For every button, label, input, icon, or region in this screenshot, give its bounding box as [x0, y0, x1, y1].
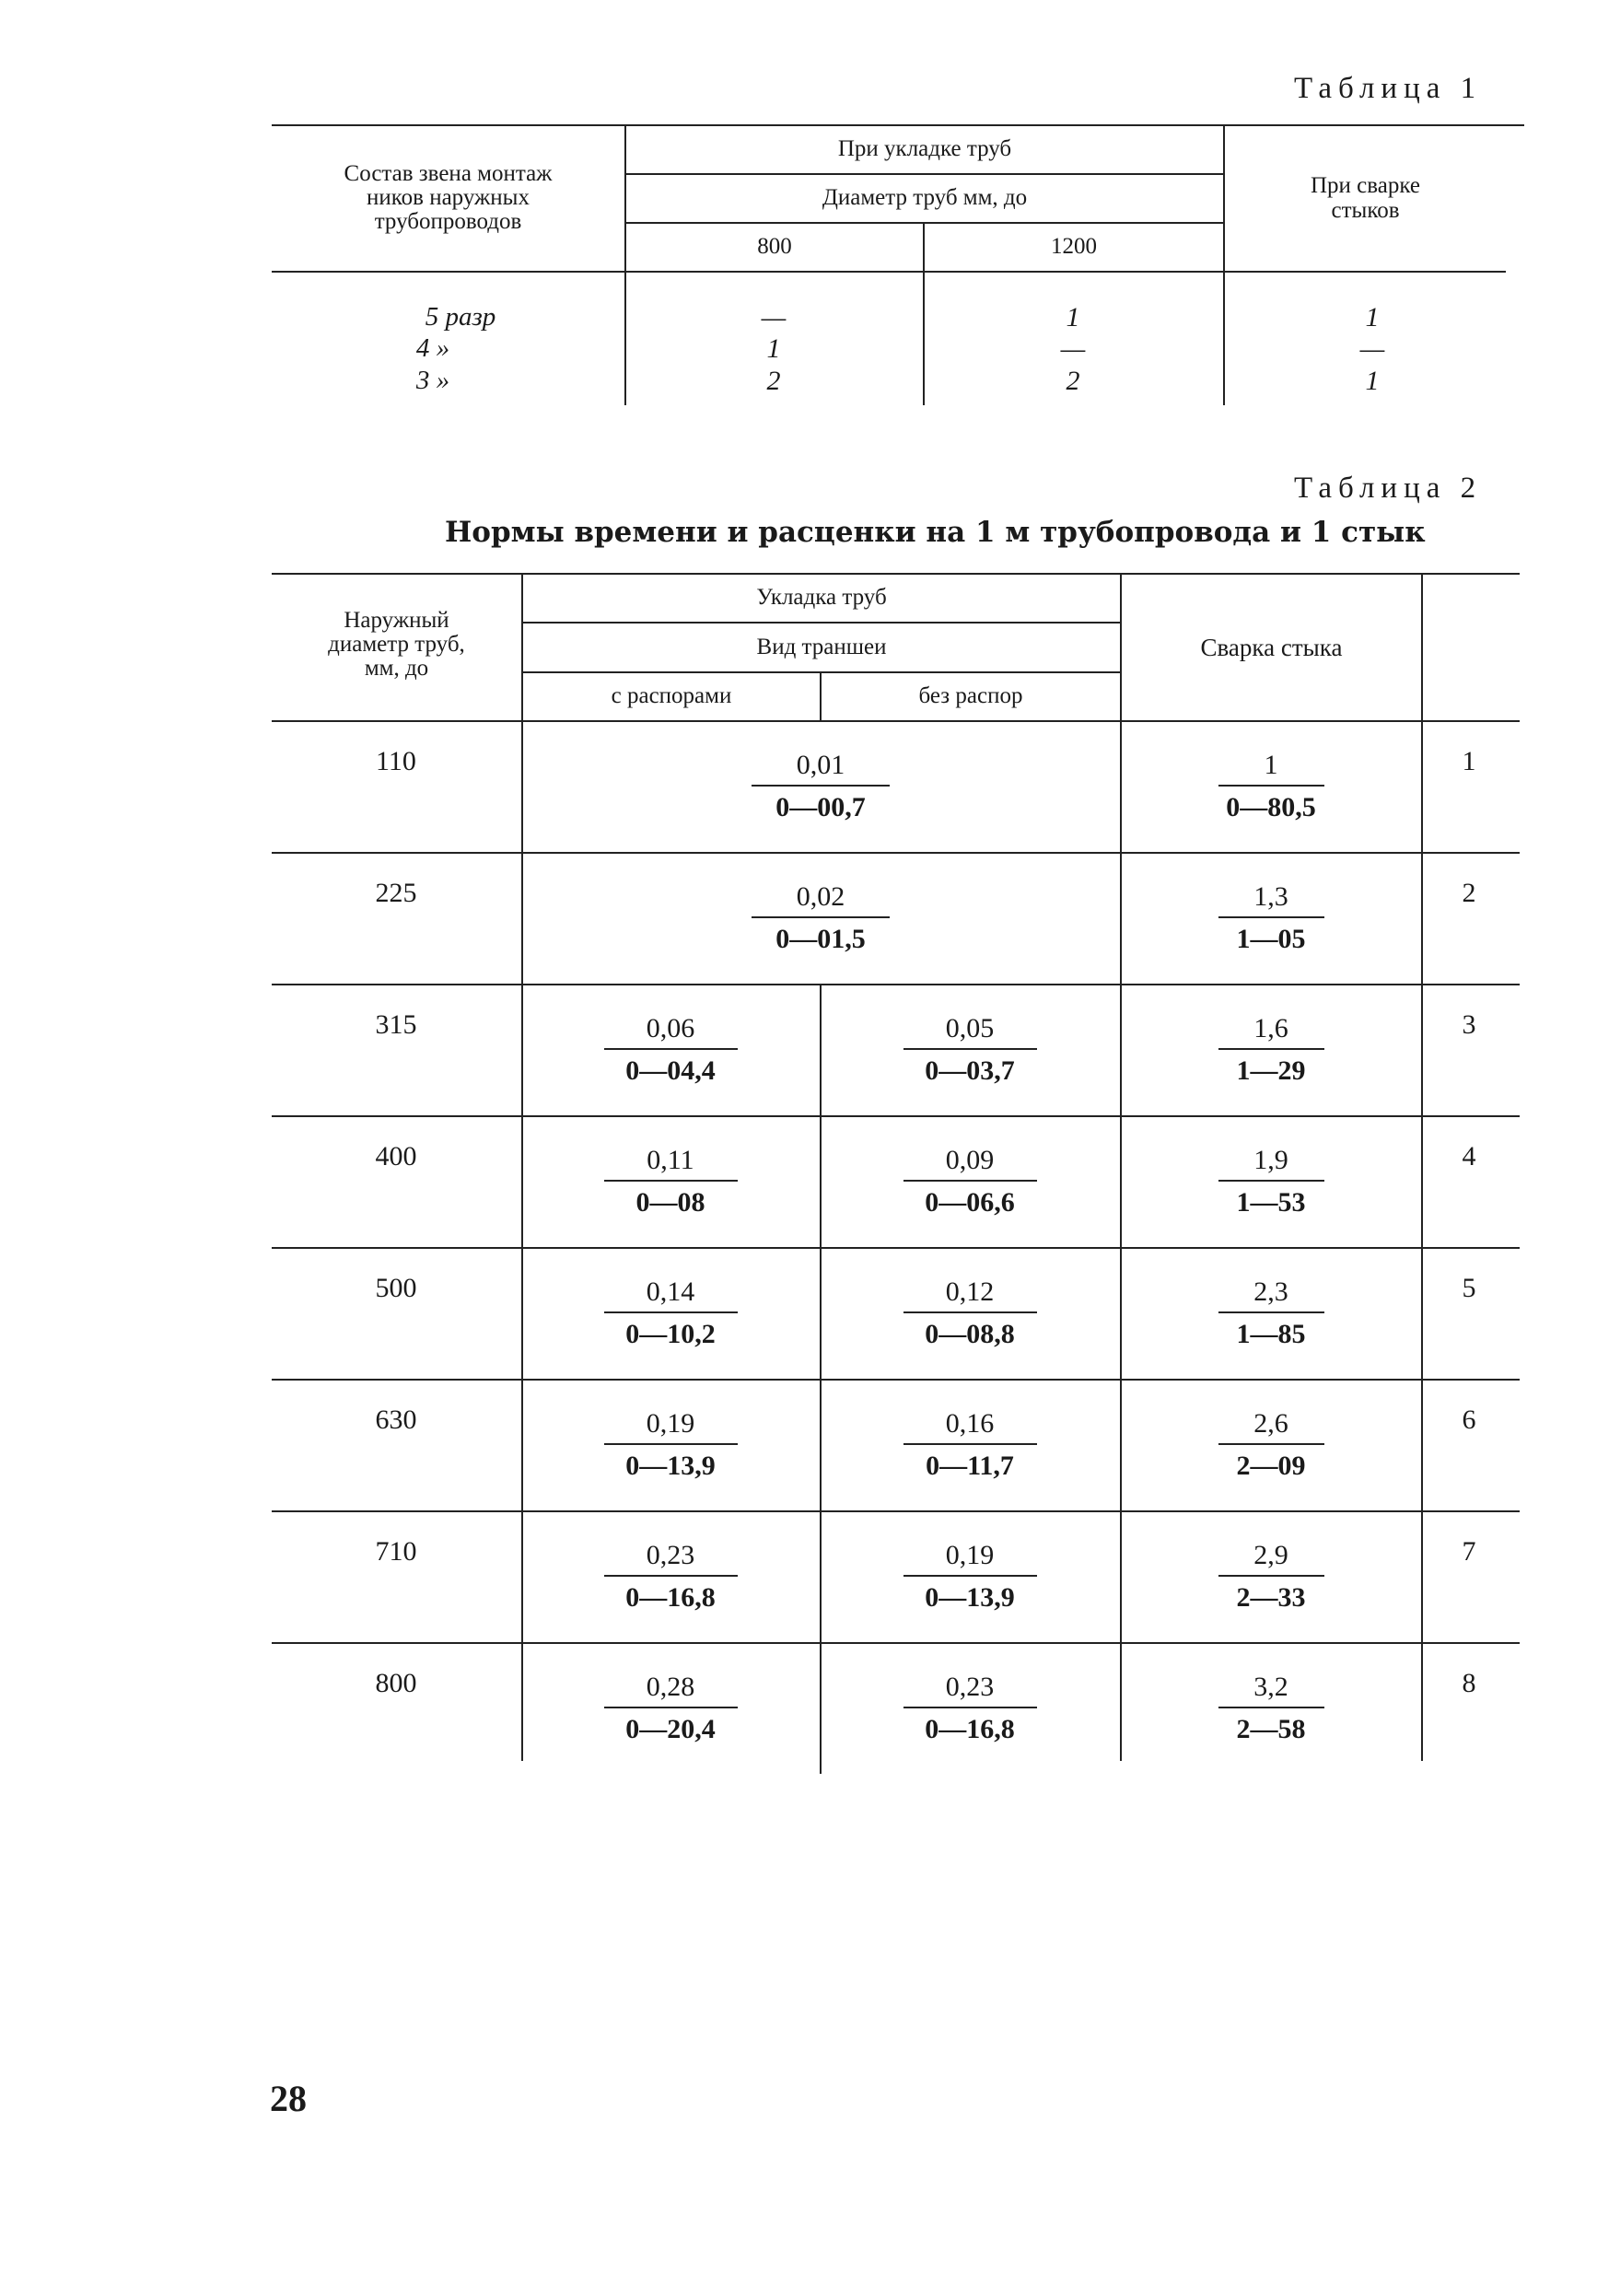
table2-row-with-struts	[578, 1143, 763, 1220]
table2-row-laying-time: 0,01	[796, 750, 845, 780]
table2-row-diameter: 800	[375, 1668, 417, 1698]
table2-row-with-struts-fraction-bar	[604, 1575, 738, 1577]
table2-row-without-struts-price: 0—11,7	[926, 1451, 1014, 1481]
table2-row-with-struts-time: 0,06	[646, 1013, 695, 1043]
table2-row-without-struts	[878, 1143, 1062, 1220]
table2-row-index: 3	[1462, 1009, 1476, 1040]
table2-row-without-struts-time: 0,05	[945, 1013, 995, 1043]
table2-row-welding-time: 2,6	[1253, 1408, 1288, 1439]
table2-caption: Таблица 2	[1294, 472, 1483, 505]
table2-row-welding	[1179, 1406, 1363, 1484]
table2-row-with-struts	[578, 1670, 763, 1747]
table2-row-welding-price: 1—85	[1236, 1319, 1306, 1349]
table2-row-with-struts-price: 0—08	[635, 1187, 705, 1218]
table2-row-diameter: 400	[375, 1141, 417, 1171]
table1-head-welding-line1: При сварке	[1311, 173, 1420, 199]
table2-row-welding	[1179, 1143, 1363, 1220]
table1-head-crew-line3: трубопроводов	[374, 209, 522, 235]
table2-row-without-struts-fraction-bar	[903, 1575, 1037, 1577]
table2-row-with-struts-fraction-bar	[604, 1048, 738, 1050]
table2-row-welding-time: 1,6	[1253, 1013, 1288, 1043]
table2-row-without-struts-price: 0—06,6	[925, 1187, 1015, 1218]
table1-caption: Таблица 1	[1294, 72, 1483, 105]
table1-head-crew	[272, 138, 624, 258]
table2-row-welding-price: 2—33	[1236, 1582, 1306, 1613]
table2-row-welding-fraction-bar	[1218, 785, 1324, 787]
table2-row-welding-time: 2,3	[1253, 1276, 1288, 1307]
table1-head-1200: 1200	[1051, 234, 1097, 260]
table2-row-welding-fraction-bar	[1218, 1443, 1324, 1445]
table2-row-index: 6	[1462, 1404, 1476, 1435]
table2-row-diameter: 710	[375, 1536, 417, 1567]
table2-row-with-struts-price: 0—10,2	[625, 1319, 716, 1349]
table2-row-with-struts	[578, 1538, 763, 1615]
table2-row-with-struts-time: 0,23	[646, 1540, 695, 1570]
table1-row3-d800: 2	[766, 366, 781, 396]
table1-head-welding	[1225, 126, 1506, 271]
table2-row-laying-fraction-bar	[752, 916, 890, 918]
table2-row-index: 5	[1462, 1273, 1476, 1303]
table2-head-with-struts: с распорами	[611, 683, 732, 709]
table2-head-diameter	[272, 589, 521, 700]
table2-row-index: 2	[1462, 878, 1476, 908]
table2-row-welding-time: 3,2	[1253, 1672, 1288, 1702]
table2-row-without-struts-price: 0—13,9	[925, 1582, 1015, 1613]
table2-row-index: 1	[1462, 746, 1476, 776]
table2-column-divider	[820, 1379, 822, 1510]
table2-row-with-struts-time: 0,11	[647, 1145, 694, 1175]
table1-head-diameter: Диаметр труб мм, до	[822, 185, 1028, 211]
table2-row-laying-price: 0—01,5	[775, 924, 866, 954]
table2-row-with-struts-time: 0,28	[646, 1672, 695, 1702]
table2-row-welding-fraction-bar	[1218, 1575, 1324, 1577]
table2-row-without-struts-time: 0,23	[945, 1672, 995, 1702]
table2-row-laying-fraction-bar	[752, 785, 890, 787]
table1-row2-crew: 4 »	[415, 333, 450, 363]
table2-row-welding-price: 1—05	[1236, 924, 1306, 954]
table2-row-laying-price: 0—00,7	[775, 792, 866, 822]
table2-column-divider	[820, 1642, 822, 1774]
table2-row-without-struts-fraction-bar	[903, 1443, 1037, 1445]
table2-row-welding-fraction-bar	[1218, 1048, 1324, 1050]
table1-head-crew-line1: Состав звена монтаж	[344, 160, 553, 186]
table2-column-divider	[820, 984, 822, 1115]
table2-row-without-struts	[878, 1406, 1062, 1484]
table2-row-laying	[729, 880, 913, 957]
table1-row3-weld: 1	[1365, 366, 1380, 396]
table2-row-with-struts-fraction-bar	[604, 1707, 738, 1708]
table2-head-welding: Сварка стыка	[1200, 633, 1343, 661]
page-number: 28	[270, 2078, 307, 2119]
table2-row-index: 8	[1462, 1668, 1476, 1698]
table2-row-with-struts	[578, 1275, 763, 1352]
table2-row-with-struts-price: 0—13,9	[625, 1451, 716, 1481]
table2-row-divider	[272, 1642, 1520, 1644]
table2-row-with-struts-price: 0—20,4	[625, 1714, 716, 1744]
table2-row-welding-time: 1,9	[1253, 1145, 1288, 1175]
table1-row1-weld: 1	[1365, 302, 1380, 332]
table2-row-with-struts-fraction-bar	[604, 1443, 738, 1445]
table2-row-welding-time: 1	[1264, 750, 1278, 780]
table2-row-welding-price: 0—80,5	[1226, 792, 1316, 822]
table1-row3-d1200: 2	[1066, 366, 1080, 396]
table2-row-divider	[272, 1115, 1520, 1117]
table2-head-trench: Вид траншеи	[756, 634, 887, 659]
table2-row-welding	[1179, 748, 1363, 825]
table2-row-divider	[272, 1379, 1520, 1381]
table2-title: Нормы времени и расценки на 1 м трубопровода и 1 стык	[445, 516, 1426, 549]
table2-row-welding-price: 2—58	[1236, 1714, 1306, 1744]
table2-row-without-struts-price: 0—16,8	[925, 1714, 1015, 1744]
table2-column-divider	[820, 1115, 822, 1247]
table1-row2-d1200: —	[1060, 333, 1086, 364]
table2-head-diameter-line2: диаметр труб,	[328, 631, 465, 657]
table2-row-welding-time: 2,9	[1253, 1540, 1288, 1570]
table2-row-welding-fraction-bar	[1218, 1707, 1324, 1708]
table2-row-without-struts-price: 0—03,7	[925, 1055, 1015, 1086]
table2-row-without-struts-fraction-bar	[903, 1707, 1037, 1708]
table1-row1-d800: —	[761, 302, 787, 332]
table2-head-diameter-line3: мм, до	[364, 656, 429, 682]
table1-row2-weld: —	[1359, 333, 1385, 364]
table2-row-laying-time: 0,02	[796, 881, 845, 912]
table2-row-welding	[1179, 1670, 1363, 1747]
table2-row-without-struts-fraction-bar	[903, 1311, 1037, 1313]
table1-head-800: 800	[757, 234, 792, 260]
table2-row-welding	[1179, 1011, 1363, 1089]
table2-row-welding-fraction-bar	[1218, 1180, 1324, 1182]
table2-row-divider	[272, 852, 1520, 854]
table2-row-welding-fraction-bar	[1218, 916, 1324, 918]
table2-head-without-struts: без распор	[918, 683, 1023, 709]
table2-column-divider	[820, 1510, 822, 1642]
table2-row-index: 7	[1462, 1536, 1476, 1567]
table1-row1-d1200: 1	[1066, 302, 1080, 332]
table1-row1-crew: 5 разр	[425, 302, 496, 332]
table2-row-with-struts-fraction-bar	[604, 1180, 738, 1182]
table2-row-diameter: 225	[375, 878, 417, 908]
table2-row-without-struts-fraction-bar	[903, 1180, 1037, 1182]
table1-row3-crew: 3 »	[415, 366, 450, 395]
table2-row-welding-price: 1—29	[1236, 1055, 1306, 1086]
table2-row-welding	[1179, 1538, 1363, 1615]
table2-row-with-struts-price: 0—04,4	[625, 1055, 716, 1086]
table2-row-without-struts-price: 0—08,8	[925, 1319, 1015, 1349]
table2-column-divider	[820, 1247, 822, 1379]
table2-row-without-struts	[878, 1670, 1062, 1747]
table2-row-without-struts	[878, 1275, 1062, 1352]
table2-row-without-struts	[878, 1538, 1062, 1615]
table2-row-without-struts-fraction-bar	[903, 1048, 1037, 1050]
table2-row-without-struts-time: 0,09	[945, 1145, 995, 1175]
table1-head-welding-line2: стыков	[1331, 197, 1400, 223]
table1-head-crew-line2: ников наружных	[367, 184, 530, 210]
table2-row-welding-price: 2—09	[1236, 1451, 1306, 1481]
table1-head-laying: При укладке труб	[837, 136, 1012, 162]
table2-row-diameter: 500	[375, 1273, 417, 1303]
table2-row-with-struts-fraction-bar	[604, 1311, 738, 1313]
table2-row-welding	[1179, 1275, 1363, 1352]
table2-row-welding-time: 1,3	[1253, 881, 1288, 912]
table2-row-index: 4	[1462, 1141, 1476, 1171]
table2-row-without-struts-time: 0,12	[945, 1276, 995, 1307]
table2-row-welding-price: 1—53	[1236, 1187, 1306, 1218]
table2-row-without-struts-time: 0,19	[945, 1540, 995, 1570]
table2-row-without-struts	[878, 1011, 1062, 1089]
table2-row-diameter: 110	[376, 746, 416, 776]
table2-row-welding	[1179, 880, 1363, 957]
table2-row-with-struts	[578, 1011, 763, 1089]
table2-row-with-struts-price: 0—16,8	[625, 1582, 716, 1613]
table2-row-with-struts-time: 0,14	[646, 1276, 695, 1307]
table2-row-diameter: 315	[375, 1009, 417, 1040]
table2-head-laying: Укладка труб	[756, 585, 887, 611]
table2-row-diameter: 630	[375, 1404, 417, 1435]
table2-row-divider	[272, 1510, 1520, 1512]
table2-row-with-struts-time: 0,19	[646, 1408, 695, 1439]
table2-row-divider	[272, 1247, 1520, 1249]
table2-row-without-struts-time: 0,16	[945, 1408, 995, 1439]
table1-row2-d800: 1	[766, 333, 781, 364]
table2-row-welding-fraction-bar	[1218, 1311, 1324, 1313]
table2-head-diameter-line1: Наружный	[344, 607, 449, 633]
table2-row-with-struts	[578, 1406, 763, 1484]
table2-row-laying	[729, 748, 913, 825]
table2-row-divider	[272, 984, 1520, 985]
